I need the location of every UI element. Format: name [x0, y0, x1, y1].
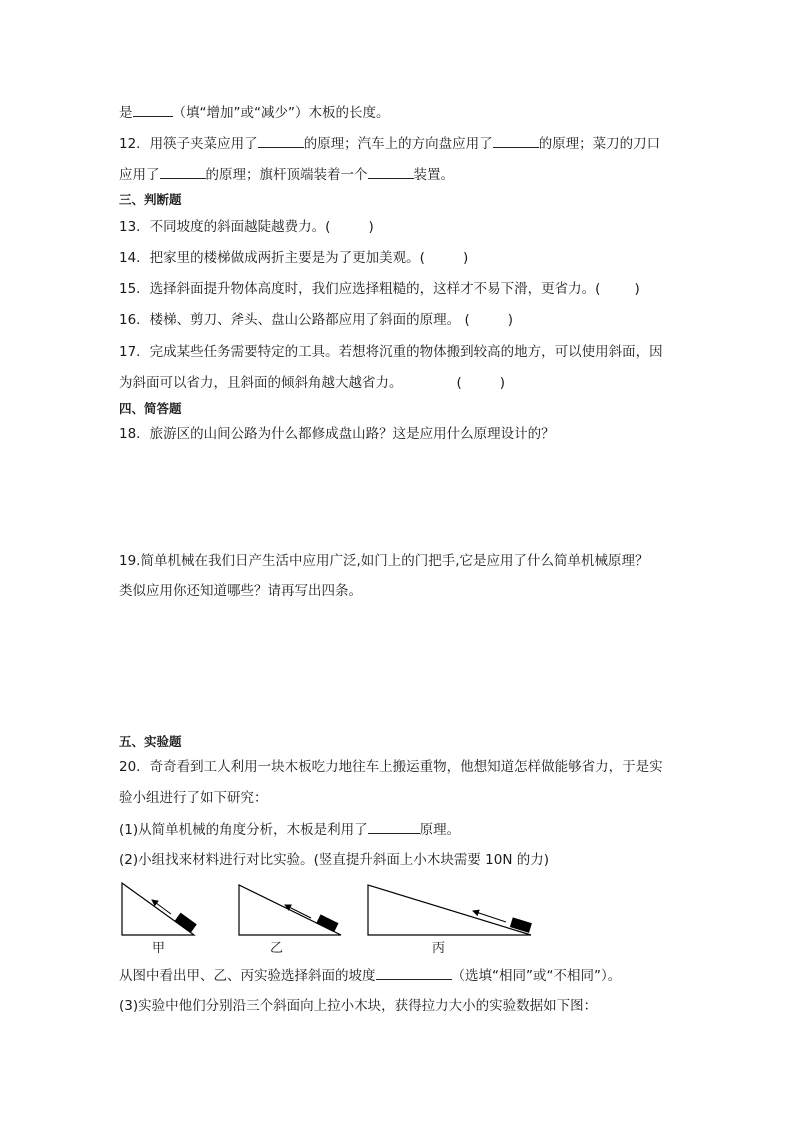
q14-close-paren: )	[462, 250, 469, 266]
incline-jia	[122, 883, 197, 935]
q17-close-paren: )	[499, 375, 506, 391]
q12-blank-4[interactable]	[368, 165, 414, 179]
section-heading-judgement: 三、判断题	[119, 192, 182, 207]
q12-text-e: 的原理；旗杆顶端装着一个	[205, 167, 368, 183]
q20-line-1: 20．奇奇看到工人利用一块木板吃力地往车上搬运重物，他想知道怎样做能够省力，于是实	[119, 759, 663, 775]
q12-blank-3[interactable]	[160, 165, 206, 179]
pull-arrow-bing	[473, 911, 506, 922]
q15-line	[119, 280, 640, 298]
q20-part2-text-a: 从图中看出甲、乙、丙实验选择斜面的坡度	[119, 968, 376, 984]
q12-blank-2[interactable]	[493, 134, 539, 148]
q20-part2-text-b: （选填“相同”或“不相同”）。	[451, 968, 622, 984]
q12-text-f: 装置。	[413, 167, 454, 183]
q18-line: 18．旅游区的山间公路为什么都修成盘山路？这是应用什么原理设计的？	[119, 426, 555, 442]
q13-close-paren: )	[368, 219, 374, 235]
q12-text-a: 12．用筷子夹菜应用了	[119, 136, 258, 152]
q14-line	[119, 249, 468, 267]
q13-line	[119, 218, 374, 236]
incline-bing	[368, 885, 532, 935]
q14-text: 14．把家里的楼梯做成两折主要是为了更加美观。(	[119, 250, 425, 266]
figure-label-bing: 丙	[432, 941, 446, 956]
q12-text-b: 的原理；汽车上的方向盘应用了	[303, 136, 493, 152]
q12-line-1	[119, 134, 660, 153]
q19-line-1: 19.简单机械在我们日产生活中应用广泛,如门上的门把手,它是应用了什么简单机械原理？	[119, 553, 649, 569]
inclined-planes-figure	[118, 878, 558, 956]
q20-line-2: 验小组进行了如下研究：	[119, 790, 268, 806]
incline-yi	[239, 885, 341, 935]
inclined-planes-svg	[118, 878, 558, 953]
section-heading-experiment: 五、实验题	[119, 734, 182, 749]
q15-close-paren: )	[634, 281, 640, 297]
figure-label-jia: 甲	[152, 941, 166, 956]
q20-part1-blank[interactable]	[368, 820, 420, 834]
q17-open-paren: (	[456, 375, 462, 391]
q20-part1-text-a: (1)从简单机械的角度分析，木板是利用了	[119, 822, 368, 838]
q11-line	[119, 103, 389, 122]
q19-line-2: 类似应用你还知道哪些？请再写出四条。	[119, 583, 362, 599]
q12-text-d: 应用了	[119, 167, 160, 183]
q12-line-2	[119, 165, 454, 184]
q17-line-1: 17．完成某些任务需要特定的工具。若想将沉重的物体搬到较高的地方，可以使用斜面，因	[119, 344, 663, 360]
q11-text-post: （填“增加”或“减少”）木板的长度。	[172, 105, 390, 121]
q16-text: 16．楼梯、剪刀、斧头、盘山公路都应用了斜面的原理。 (	[119, 312, 470, 328]
pull-arrow-yi	[285, 905, 311, 918]
q20-part1-text-b: 原理。	[419, 822, 461, 838]
q11-text-pre: 是	[119, 105, 133, 121]
q11-blank[interactable]	[133, 103, 173, 117]
q13-text: 13．不同坡度的斜面越陡越费力。(	[119, 219, 331, 235]
q20-part2-question	[119, 966, 621, 985]
q12-blank-1[interactable]	[258, 134, 304, 148]
q15-text: 15．选择斜面提升物体高度时，我们应选择粗糙的，这样才不易下滑，更省力。(	[119, 281, 601, 297]
q20-part2-line: (2)小组找来材料进行对比实验。(竖直提升斜面上小木块需要 10N 的力)	[119, 852, 550, 868]
q20-part3-line: (3)实验中他们分别沿三个斜面向上拉小木块，获得拉力大小的实验数据如下图：	[119, 998, 598, 1014]
q17-line-2	[119, 374, 505, 392]
figure-label-yi: 乙	[270, 941, 284, 956]
section-heading-short-answer: 四、简答题	[119, 401, 182, 416]
q12-text-c: 的原理；菜刀的刀口	[538, 136, 661, 152]
q16-close-paren: )	[507, 312, 514, 328]
q17-text: 为斜面可以省力，且斜面的倾斜角越大越省力。	[119, 375, 403, 391]
q20-part2-blank[interactable]	[376, 966, 452, 980]
q20-part1-line	[119, 820, 460, 839]
q16-line	[119, 311, 513, 329]
